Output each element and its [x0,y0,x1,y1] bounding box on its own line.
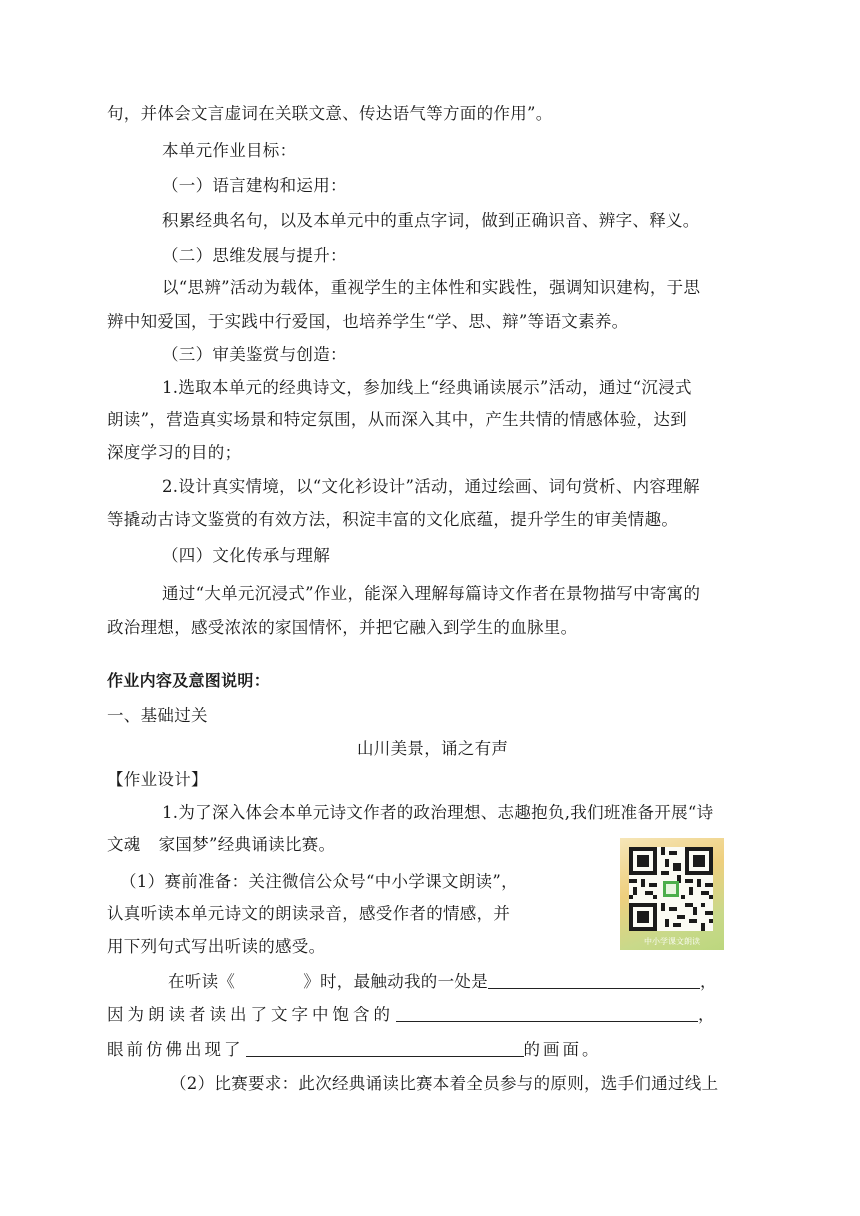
section-heading: （一）语言建构和运用： [162,176,347,195]
answer-blank[interactable] [246,1039,524,1057]
qr-code-image [620,838,724,950]
section-heading: （四）文化传承与理解 [162,546,330,565]
fill-in-line [107,1039,602,1061]
text-fragment: 眼前仿佛出现了 [107,1040,244,1059]
text-line: 用下列句式写出听读的感受。 [107,937,326,956]
answer-blank[interactable] [396,1004,698,1022]
text-line: 深度学习的目的； [107,443,242,462]
section-heading: 一、基础过关 [107,706,208,725]
text-line [107,834,335,856]
text-fragment: ， [698,1005,719,1024]
centered-title: 山川美景，诵之有声 [357,739,509,758]
text-fragment: 的画面。 [523,1040,602,1059]
text-line: 本单元作业目标： [162,141,297,160]
text-line: 2.设计真实情境，以“文化衫设计”活动，通过绘画、词句赏析、内容理解 [162,477,700,496]
text-line: 等撬动古诗文鉴赏的有效方法，积淀丰富的文化底蕴，提升学生的审美情趣。 [107,510,679,529]
fill-in-line [107,1004,719,1026]
text-line: 通过“大单元沉浸式”作业，能深入理解每篇诗文作者在景物描写中寄寓的 [162,584,701,603]
qr-code-icon [629,847,713,931]
text-line: 1.选取本单元的经典诗文，参加线上“经典诵读展示”活动，通过“沉浸式 [162,378,692,397]
text-line: （1）赛前准备：关注微信公众号“中小学课文朗读”， [120,872,518,891]
text-fragment: 因为朗读者读出了文字中饱含的 [107,1005,394,1024]
text-fragment: 文魂 [107,835,141,854]
text-line: 积累经典名句，以及本单元中的重点字词，做到正确识音、辨字、释义。 [162,211,700,230]
section-heading: （三）审美鉴赏与创造： [162,345,347,364]
qr-caption: 中小学课文朗读 [644,937,700,946]
text-fragment: 》时，最触动我的一处是 [303,972,489,991]
text-line: 认真听读本单元诗文的朗读录音，感受作者的情感，并 [107,904,511,923]
text-line: 以“思辨”活动为载体，重视学生的主体性和实践性，强调知识建构，于思 [162,278,701,297]
text-fragment: 家国梦”经典诵读比赛。 [158,835,336,854]
text-line: 1.为了深入体会本单元诗文作者的政治理想、志趣抱负,我们班准备开展“诗 [162,803,714,822]
answer-blank[interactable] [488,971,700,989]
section-heading: （二）思维发展与提升： [162,246,347,265]
text-fragment: 在听读《 [168,972,236,991]
fill-in-line [168,971,717,993]
text-line: 朗读”，营造真实场景和特定氛围，从而深入其中，产生共情的情感体验，达到 [107,410,687,429]
text-fragment: ， [700,972,717,991]
section-title: 作业内容及意图说明： [107,671,271,690]
text-line: （2）比赛要求：此次经典诵读比赛本着全员参与的原则，选手们通过线上 [170,1074,719,1093]
text-line: 政治理想，感受浓浓的家国情怀，并把它融入到学生的血脉里。 [107,618,578,637]
bracket-heading: 【作业设计】 [107,770,208,789]
text-line: 句，并体会文言虚词在关联文意、传达语气等方面的作用”。 [107,104,553,123]
text-line: 辨中知爱国，于实践中行爱国，也培养学生“学、思、辩”等语文素养。 [107,312,629,331]
